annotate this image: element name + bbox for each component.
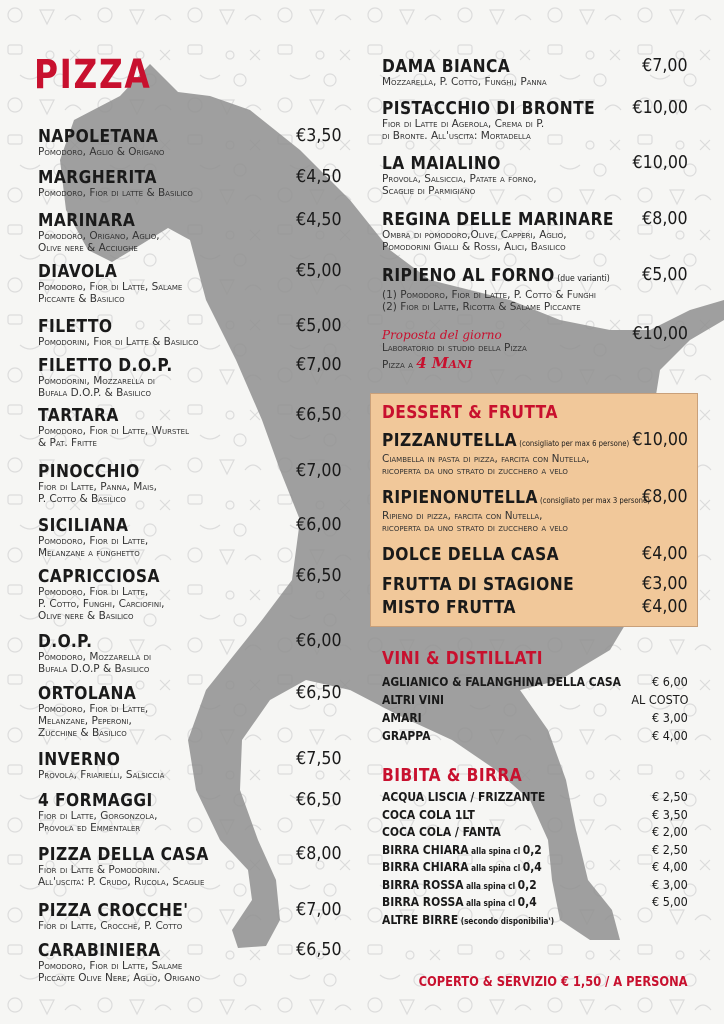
menu-item	[38, 684, 152, 739]
item-price: €7,00	[296, 354, 342, 375]
drink-name: ACQUA LISCIA / FRIZZANTE	[382, 789, 546, 804]
proposta-brand: 4 Mani	[416, 354, 473, 372]
item-desc: Zucchine & Basilico	[38, 727, 127, 739]
drink-price: € 3,00	[652, 876, 688, 892]
item-name: PIZZANUTELLA (consigliato per max 6 persone)	[382, 430, 630, 451]
item-name: PINOCCHIO	[38, 461, 140, 482]
item-price: €3,50	[296, 125, 342, 146]
item-name: RIPIENONUTELLA (consigliato per max 3 persone)	[382, 487, 650, 508]
item-name: FRUTTA DI STAGIONE	[382, 574, 575, 595]
dessert-item	[382, 575, 605, 594]
menu-item	[38, 750, 164, 781]
item-desc: Provola, Salsiccia, Patate a forno,	[382, 173, 537, 185]
item-desc: Pomodoro, Fior di Latte, Salame	[38, 281, 183, 293]
item-price: €8,00	[642, 486, 688, 507]
drink-name: COCA COLA / FANTA	[382, 824, 501, 839]
item-price: €4,00	[642, 596, 688, 617]
menu-item	[382, 57, 547, 88]
menu-item	[38, 901, 213, 932]
item-name: TARTARA	[38, 405, 119, 426]
item-name: CAPRICCIOSA	[38, 566, 160, 587]
menu-item	[38, 941, 200, 984]
item-desc: (1) Pomodoro, Fior di Latte, P. Cotto & Funghi	[382, 289, 596, 301]
item-desc: Melanzane, Peperoni,	[38, 715, 132, 727]
page-title: PIZZA	[34, 52, 152, 98]
proposta-desc: Laboratorio di studio della Pizza	[382, 342, 527, 354]
item-price: €6,00	[296, 514, 342, 535]
proposta-del-giorno	[382, 328, 527, 371]
item-price: €4,50	[296, 209, 342, 230]
item-desc: Pomodoro, Aglio & Origano	[38, 146, 165, 158]
menu-item	[382, 210, 652, 253]
drink-row	[382, 710, 688, 726]
item-price: €6,50	[296, 789, 342, 810]
drink-price: € 4,00	[652, 859, 688, 874]
item-name: MARINARA	[38, 210, 136, 231]
drink-name: GRAPPA	[382, 728, 431, 743]
proposta-price: €10,00	[632, 323, 688, 344]
item-name: NAPOLETANA	[38, 126, 159, 147]
item-name: PIZZA DELLA CASA	[38, 844, 209, 865]
drink-note: alla spina cl	[463, 881, 518, 892]
menu-item	[38, 791, 171, 834]
drink-name: ALTRE BIRRE (secondo disponibilia')	[382, 911, 555, 927]
menu-item	[38, 632, 151, 675]
item-note: (consigliato per max 3 persone)	[537, 496, 650, 505]
item-desc: Pomodorini Gialli & Rossi, Alici, Basilico	[382, 241, 566, 253]
drink-price: € 2,00	[652, 824, 688, 839]
item-price: €5,00	[296, 315, 342, 336]
dessert-item	[382, 545, 588, 564]
drink-name: BIRRA ROSSA alla spina cl 0,4	[382, 894, 537, 909]
vini-title: VINI & DISTILLATI	[382, 648, 543, 669]
menu-item	[38, 406, 189, 449]
menu-item	[382, 99, 630, 142]
item-desc: P. Cotto & Basilico	[38, 493, 126, 505]
item-name: 4 FORMAGGI	[38, 790, 153, 811]
item-desc: Pomodoro, Fior di Latte,	[38, 535, 149, 547]
item-name: DAMA BIANCA	[382, 56, 511, 77]
item-price: €4,00	[642, 543, 688, 564]
item-name: RIPIENO AL FORNO (due varianti)	[382, 265, 610, 286]
coperto-servizio: COPERTO & SERVIZIO € 1,50 / A PERSONA	[419, 975, 688, 990]
dessert-item	[382, 431, 669, 477]
drink-name: BIRRA ROSSA alla spina cl 0,2	[382, 876, 537, 892]
proposta-line-text: Pizza a	[382, 359, 413, 371]
drink-row	[382, 789, 688, 805]
item-price: €7,50	[296, 748, 342, 769]
drink-row	[382, 692, 688, 708]
item-desc: Olive nere & Basilico	[38, 610, 134, 622]
proposta-label: Proposta del giorno	[382, 328, 502, 342]
item-price: €3,00	[642, 573, 688, 594]
menu-item	[38, 211, 160, 254]
item-desc: Provola, Friarielli, Salsiccia	[38, 769, 165, 781]
item-name: FILETTO D.O.P.	[38, 355, 173, 376]
item-name: PIZZA CROCCHE'	[38, 900, 189, 921]
item-desc: Piccante & Basilico	[38, 293, 125, 305]
item-price: €7,00	[296, 460, 342, 481]
drink-name: BIRRA CHIARA alla spina cl 0,4	[382, 859, 542, 874]
item-name: DIAVOLA	[38, 261, 118, 282]
drink-name: BIRRA CHIARA alla spina cl 0,2	[382, 841, 542, 857]
item-price: €6,00	[296, 630, 342, 651]
drink-size: 0,2	[522, 841, 542, 857]
item-desc: Pomodoro, Fior di Latte,	[38, 586, 149, 598]
item-desc: Provola ed Emmentaler	[38, 822, 141, 834]
item-desc: Pomodoro, Mozzarella di	[38, 651, 152, 663]
item-desc: Melanzane a funghetto	[38, 547, 140, 559]
item-name: INVERNO	[38, 749, 121, 770]
drink-size: 0,4	[522, 859, 542, 874]
drink-row	[382, 807, 688, 823]
drink-row	[382, 877, 688, 893]
item-name: ORTOLANA	[38, 683, 137, 704]
drink-row	[382, 859, 688, 875]
item-desc: Ciambella in pasta di pizza, farcita con Nutella,	[382, 453, 590, 465]
item-name: REGINA DELLE MARINARE	[382, 209, 614, 230]
item-desc: Pomodoro, Fior di Latte,	[38, 703, 149, 715]
item-desc: Ombra di pomodoro,Olive, Capperi, Aglio,	[382, 229, 567, 241]
item-desc: Pomodoro, Fior di Latte, Wurstel	[38, 425, 189, 437]
drink-note: (secondo disponibilia')	[458, 916, 555, 927]
item-price: €6,50	[296, 939, 342, 960]
item-desc: Fior di Latte di Agerola, Crema di P.	[382, 118, 545, 130]
menu-item	[38, 127, 178, 158]
item-name: PISTACCHIO DI BRONTE	[382, 98, 596, 119]
item-note: (consigliato per max 6 persone)	[517, 439, 630, 448]
menu-item	[38, 567, 180, 622]
drink-row	[382, 824, 688, 840]
menu-item	[38, 845, 237, 888]
drink-price: € 3,50	[652, 806, 688, 822]
item-desc: P. Cotto, Funghi, Carciofini,	[38, 598, 165, 610]
drink-size: 0,2	[517, 876, 537, 892]
item-desc: Fior di Latte, Panna, Mais,	[38, 481, 157, 493]
item-desc: Pomodoro, Fior di Latte, Salame	[38, 960, 183, 972]
dessert-item	[382, 598, 538, 617]
item-desc: Mozzarella, P. Cotto, Funghi, Panna	[382, 76, 547, 88]
menu-item	[38, 317, 198, 348]
drink-name: COCA COLA 1LT	[382, 806, 475, 822]
item-desc: Bufala D.O.P & Basilico	[38, 663, 150, 675]
item-name: DOLCE DELLA CASA	[382, 544, 560, 565]
proposta-line	[382, 354, 527, 372]
bibita-title: BIBITA & BIRRA	[382, 765, 523, 786]
item-name: SICILIANA	[38, 515, 129, 536]
item-desc: (2) Fior di Latte, Ricotta & Salame Piccante	[382, 301, 581, 313]
drink-note: alla spina cl	[468, 846, 523, 857]
menu-item	[38, 356, 195, 399]
drink-row	[382, 894, 688, 910]
item-price: €7,00	[296, 899, 342, 920]
item-price: €4,50	[296, 166, 342, 187]
drink-note: alla spina cl	[463, 899, 518, 909]
menu-item	[38, 262, 182, 305]
drink-price: € 5,00	[652, 894, 688, 909]
drink-price: € 6,00	[652, 674, 688, 689]
item-name: LA MAIALINO	[382, 153, 501, 174]
item-price: €10,00	[632, 429, 688, 450]
item-desc: Fior di Latte, Crocchè, P. Cotto	[38, 920, 183, 932]
item-desc: Olive nere & Acciughe	[38, 242, 138, 254]
drink-name: ALTRI VINI	[382, 692, 445, 707]
drink-price: AL COSTO	[630, 692, 688, 707]
item-note: (due varianti)	[554, 274, 610, 284]
item-price: €5,00	[642, 264, 688, 285]
item-desc: ricoperta da uno strato di zucchero a velo	[382, 465, 568, 477]
item-desc: Pomodoro, Fior di latte & Basilico	[38, 187, 193, 199]
item-desc: Fior di Latte, Gorgonzola,	[38, 810, 158, 822]
item-price: €10,00	[632, 97, 688, 118]
drink-size: 0,4	[517, 894, 537, 909]
item-name: MARGHERITA	[38, 167, 157, 188]
item-price: €6,50	[296, 682, 342, 703]
item-desc: & Pat. Fritte	[38, 437, 97, 449]
drink-price: € 3,00	[652, 710, 688, 725]
item-name: D.O.P.	[38, 631, 93, 652]
menu-item	[38, 168, 193, 199]
menu-item	[38, 462, 157, 505]
drink-price: € 2,50	[652, 789, 688, 804]
item-price: €8,00	[296, 843, 342, 864]
item-desc: Fior di Latte & Pomodorini.	[38, 864, 161, 876]
item-desc: di Bronte. All'uscita: Mortadella	[382, 130, 531, 142]
item-desc: ricoperta da uno strato di zucchero a velo	[382, 522, 568, 534]
drink-row	[382, 674, 688, 690]
item-price: €10,00	[632, 152, 688, 173]
item-desc: Pomodorini, Mozzarella di	[38, 375, 155, 387]
item-name: MISTO FRUTTA	[382, 597, 516, 618]
item-desc: Pomodorini, Fior di Latte & Basilico	[38, 336, 199, 348]
menu-item	[382, 154, 537, 197]
item-name: FILETTO	[38, 316, 113, 337]
drink-price: € 4,00	[652, 728, 688, 743]
item-desc: Piccante Olive Nere, Aglio, Origano	[38, 972, 201, 984]
drink-row	[382, 728, 688, 744]
item-price: €7,00	[642, 55, 688, 76]
drink-name: AGLIANICO & FALANGHINA DELLA CASA	[382, 674, 621, 689]
item-desc: All'uscita: P. Crudo, Rucola, Scaglie	[38, 876, 205, 888]
item-desc: Scaglie di Parmigiano	[382, 185, 476, 197]
menu-item	[382, 266, 647, 313]
item-desc: Ripieno di pizza, farcita con Nutella,	[382, 510, 543, 522]
item-desc: Bufala D.O.P. & Basilico	[38, 387, 152, 399]
menu-item	[38, 516, 148, 559]
drink-name: AMARI	[382, 710, 422, 725]
dessert-title: DESSERT & FRUTTA	[382, 402, 558, 423]
item-price: €8,00	[642, 208, 688, 229]
drink-note: alla spina cl	[468, 864, 523, 874]
drink-row	[382, 842, 688, 858]
item-price: €6,50	[296, 565, 342, 586]
item-price: €6,50	[296, 404, 342, 425]
item-name: CARABINIERA	[38, 940, 161, 961]
drink-row	[382, 912, 688, 928]
item-desc: Pomodoro, Origano, Aglio,	[38, 230, 160, 242]
item-price: €5,00	[296, 260, 342, 281]
drink-price: € 2,50	[652, 841, 688, 857]
